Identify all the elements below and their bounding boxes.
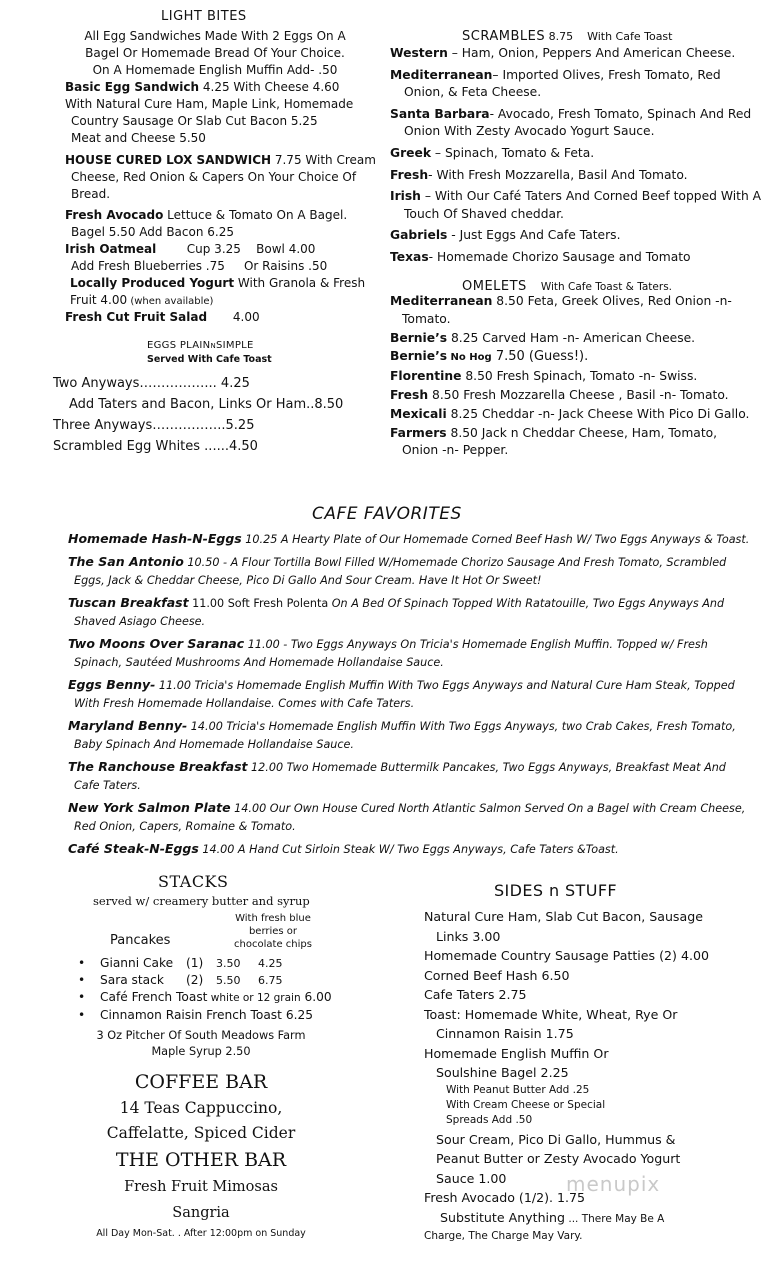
coffee-hours: All Day Mon-Sat. . After 12:00pm on Sunday xyxy=(96,1228,306,1239)
stack-item xyxy=(72,955,372,972)
basic-line: Country Sausage Or Slab Cut Bacon 5.25 xyxy=(71,114,318,128)
lox-line: Cheese, Red Onion & Capers On Your Choice Of xyxy=(71,170,357,184)
side-small: With Cream Cheese or Special xyxy=(446,1098,606,1111)
omelet-name: Bernie’s xyxy=(390,330,448,345)
fav-desc: With Fresh Homemade Hollandaise. Comes with Cafe Taters. xyxy=(74,697,415,710)
stack-item xyxy=(72,989,372,1007)
stack-item xyxy=(72,1007,372,1024)
side-line: Toast: Homemade White, Wheat, Rye Or xyxy=(424,1006,678,1022)
omelet-desc: 7.50 (Guess!). xyxy=(491,349,589,365)
substitute: Substitute Anything xyxy=(440,1209,566,1225)
coffee-bar xyxy=(62,1068,340,1242)
oatmeal-line: Add Fresh Blueberries .75 Or Raisins .50 xyxy=(71,259,328,273)
avocado-name: Fresh Avocado xyxy=(65,208,164,222)
side-line: Homemade English Muffin Or xyxy=(424,1045,609,1061)
fav-desc: Spinach, Sautéed Mushrooms And Homemade Hollandaise Sauce. xyxy=(74,656,444,669)
fav-plain: 11.00 Soft Fresh Polenta xyxy=(188,597,329,610)
fav-desc: 10.50 - A Flour Tortilla Bowl Filled W/Homemade Chorizo Sausage And Fresh Tomato, Scrambled xyxy=(183,556,727,569)
side-small: Spreads Add .50 xyxy=(446,1113,533,1126)
omelets-header xyxy=(462,275,672,294)
scramble-desc: - Just Eggs And Cafe Taters. xyxy=(447,228,621,243)
substitute-note: ... There May Be A xyxy=(565,1212,665,1225)
scramble-name: Western xyxy=(390,46,448,60)
scramble-name: Greek xyxy=(390,145,432,160)
fav-name: Homemade Hash-N-Eggs xyxy=(68,531,242,546)
omelet-desc: 8.50 Fresh Spinach, Tomato -n- Swiss. xyxy=(461,369,698,384)
omelet-desc: 8.50 Feta, Greek Olives, Red Onion -n- xyxy=(492,294,732,308)
scramble-desc: Touch Of Shaved cheddar. xyxy=(404,206,564,221)
fav-desc: Eggs, Jack & Cheddar Cheese, Pico Di Gallo And Sour Cream. Have It Hot Or Sweet! xyxy=(74,574,542,587)
fav-name: Tuscan Breakfast xyxy=(68,595,189,610)
eggs-item: Two Anyways……………... 4.25 xyxy=(53,376,250,391)
omelet-desc: 8.25 Cheddar -n- Jack Cheese With Pico Di Gallo. xyxy=(446,406,750,421)
omelet-desc: 8.25 Carved Ham -n- American Cheese. xyxy=(447,330,696,345)
fav-desc: 14.00 A Hand Cut Sirloin Steak W/ Two Eggs Anyways, Cafe Taters &Toast. xyxy=(198,843,619,856)
stack-qty: (2) xyxy=(186,973,204,987)
eggs-plain-a: EGGS PLAIN xyxy=(147,340,211,351)
oatmeal-price: Cup 3.25 Bowl 4.00 xyxy=(156,242,316,256)
fav-name: Maryland Benny- xyxy=(68,718,188,733)
stacks-list xyxy=(72,955,372,1024)
scrambles-list xyxy=(390,45,761,267)
omelet-name: Fresh xyxy=(390,387,429,402)
scramble-desc: – Spinach, Tomato & Feta. xyxy=(431,145,595,160)
irish-oatmeal xyxy=(65,241,327,275)
scramble-desc: Onion, & Feta Cheese. xyxy=(404,85,542,100)
fav-desc: 12.00 Two Homemade Buttermilk Pancakes, Two Eggs Anyways, Breakfast Meat And xyxy=(247,761,726,774)
omelet-name: Mexicali xyxy=(390,406,447,421)
fav-desc: Red Onion, Capers, Romaine & Tomato. xyxy=(74,820,296,833)
omelets-title: OMELETS xyxy=(462,279,527,294)
omelet-desc: 8.50 Jack n Cheddar Cheese, Ham, Tomato, xyxy=(446,425,718,440)
lox-price: 7.75 With Cream xyxy=(271,153,376,167)
stack-price-fruit: 4.25 xyxy=(258,957,283,970)
basic-price: 4.25 With Cheese 4.60 xyxy=(199,80,340,94)
side-line: Links 3.00 xyxy=(436,928,501,944)
intro-line: On A Homemade English Muffin Add- .50 xyxy=(92,63,338,77)
avocado-line: Bagel 5.50 Add Bacon 6.25 xyxy=(71,225,234,239)
side-line: Sauce 1.00 xyxy=(436,1170,507,1186)
scramble-desc: - Homemade Chorizo Sausage and Tomato xyxy=(428,249,691,264)
stacks-column-note xyxy=(232,912,314,951)
omelet-name: Farmers xyxy=(390,425,447,440)
french-toast-note: white or 12 grain xyxy=(207,992,301,1004)
side-line: Cinnamon Raisin 1.75 xyxy=(436,1026,574,1041)
fav-desc: 11.00 - Two Eggs Anyways On Tricia's Homemade English Muffin. Topped w/ Fresh xyxy=(244,638,708,651)
sides-title: SIDES n STUFF xyxy=(494,881,618,900)
lox-sandwich xyxy=(65,152,376,203)
omelet-name: Florentine xyxy=(390,369,462,384)
other-line: Sangria xyxy=(172,1205,230,1221)
scrambles-price: 8.75 xyxy=(545,30,574,43)
eggs-item: Add Taters and Bacon, Links Or Ham..8.50 xyxy=(69,397,344,412)
scramble-name: Irish xyxy=(390,189,421,204)
side-line: Natural Cure Ham, Slab Cut Bacon, Sausage xyxy=(424,909,703,924)
basic-name: Basic Egg Sandwich xyxy=(65,80,200,94)
scramble-name: Texas xyxy=(390,249,429,264)
lox-name: HOUSE CURED LOX SANDWICH xyxy=(65,153,272,167)
fresh-avocado xyxy=(65,207,347,241)
side-line: Cafe Taters 2.75 xyxy=(424,987,527,1002)
french-toast-name: Café French Toast xyxy=(100,990,208,1004)
stack-name: Sara stack xyxy=(100,973,164,987)
eggs-plain-n: N xyxy=(210,342,216,350)
stack-qty: (1) xyxy=(186,956,204,970)
stacks-title: STACKS xyxy=(158,872,229,891)
scramble-name: Mediterranean xyxy=(390,67,493,82)
omelets-note: With Cafe Toast & Taters. xyxy=(540,281,673,293)
side-avocado: Fresh Avocado (1/2). 1.75 xyxy=(424,1190,586,1205)
scramble-name: Gabriels xyxy=(390,228,448,243)
stack-price-plain: 5.50 xyxy=(216,974,241,987)
fav-desc: Cafe Taters. xyxy=(74,779,141,792)
scramble-desc: - With Fresh Mozzarella, Basil And Tomato. xyxy=(428,167,688,182)
scramble-desc: – Ham, Onion, Peppers And American Cheese. xyxy=(447,46,736,60)
french-toast-price: 6.00 xyxy=(300,990,332,1004)
fresh-fruit-salad xyxy=(65,309,260,326)
omelet-desc: 8.50 Fresh Mozzarella Cheese , Basil -n- Tomato. xyxy=(428,387,729,402)
fav-name: The San Antonio xyxy=(68,554,184,569)
scramble-desc: – Imported Olives, Fresh Tomato, Red xyxy=(492,67,721,82)
menupix-watermark: menupix xyxy=(566,1172,661,1196)
scramble-desc: - Avocado, Fresh Tomato, Spinach And Red xyxy=(489,106,752,121)
eggs-plain-list xyxy=(53,373,343,457)
syrup-line: Maple Syrup 2.50 xyxy=(151,1045,251,1058)
fav-desc: On A Bed Of Spinach Topped With Ratatouille, Two Eggs Anyways And xyxy=(328,597,725,610)
fruit-name: Fresh Cut Fruit Salad xyxy=(65,310,208,324)
scramble-desc: Onion With Zesty Avocado Yogurt Sauce. xyxy=(404,124,655,139)
omelet-desc: Onion -n- Pepper. xyxy=(402,443,509,458)
omelet-small: No Hog xyxy=(447,352,492,364)
scramble-name: Santa Barbara xyxy=(390,106,490,121)
col-note-line: chocolate chips xyxy=(234,939,312,950)
coffee-line: Caffelatte, Spiced Cider xyxy=(106,1124,296,1142)
eggs-item: Three Anyways……………..5.25 xyxy=(53,418,255,433)
side-line: Peanut Butter or Zesty Avocado Yogurt xyxy=(436,1151,681,1166)
fav-desc: 14.00 Tricia's Homemade English Muffin With Two Eggs Anyways, two Crab Cakes, Fresh Tomato, xyxy=(187,720,736,733)
side-small: With Peanut Butter Add .25 xyxy=(446,1083,590,1096)
fav-name: Eggs Benny- xyxy=(68,677,156,692)
col-note-line: berries or xyxy=(248,926,298,937)
stacks-subtitle: served w/ creamery butter and syrup xyxy=(93,894,310,908)
stack-price-plain: 3.50 xyxy=(216,957,241,970)
basic-line: With Natural Cure Ham, Maple Link, Homemade xyxy=(65,97,354,111)
omelet-name: Mediterranean xyxy=(390,294,493,308)
oatmeal-name: Irish Oatmeal xyxy=(65,242,157,256)
stack-name: Gianni Cake xyxy=(100,956,174,970)
cafe-favorites-list xyxy=(68,530,749,859)
fav-desc: 11.00 Tricia's Homemade English Muffin With Two Eggs Anyways and Natural Cure Ham Steak, Topped xyxy=(155,679,735,692)
light-bites-intro xyxy=(65,28,365,79)
yogurt-desc: With Granola & Fresh xyxy=(234,276,366,290)
intro-line: All Egg Sandwiches Made With 2 Eggs On A xyxy=(84,29,346,43)
basic-egg-sandwich xyxy=(65,79,353,147)
omelets-list xyxy=(390,293,749,460)
eggs-plain-subtitle: Served With Cafe Toast xyxy=(147,354,272,365)
scrambles-header xyxy=(462,25,672,44)
fav-name: New York Salmon Plate xyxy=(68,800,231,815)
intro-line: Bagel Or Homemade Bread Of Your Choice. xyxy=(85,46,345,60)
side-line: Sour Cream, Pico Di Gallo, Hummus & xyxy=(436,1131,676,1147)
scrambles-note: With Cafe Toast xyxy=(587,30,673,43)
fav-desc: 10.25 A Hearty Plate of Our Homemade Corned Beef Hash W/ Two Eggs Anyways & Toast. xyxy=(241,533,750,546)
eggs-item: Scrambled Egg Whites ......4.50 xyxy=(53,439,258,454)
fav-name: The Ranchouse Breakfast xyxy=(68,759,248,774)
fav-name: Two Moons Over Saranac xyxy=(68,636,245,651)
eggs-plain-b: SIMPLE xyxy=(216,340,254,351)
omelet-desc: Tomato. xyxy=(402,311,451,326)
other-bar-title: THE OTHER BAR xyxy=(115,1149,287,1171)
other-line: Fresh Fruit Mimosas xyxy=(124,1179,278,1195)
col-note-line: With fresh blue xyxy=(235,913,311,924)
lox-line: Bread. xyxy=(71,187,111,201)
basic-line: Meat and Cheese 5.50 xyxy=(71,131,206,145)
avocado-desc: Lettuce & Tomato On A Bagel. xyxy=(163,208,348,222)
coffee-line: 14 Teas Cappuccino, xyxy=(119,1099,283,1117)
fav-desc: Baby Spinach And Homemade Hollandaise Sauce. xyxy=(74,738,354,751)
yogurt-line: Fruit 4.00 xyxy=(70,293,128,307)
fav-name: Café Steak-N-Eggs xyxy=(68,841,199,856)
light-bites-title: LIGHT BITES xyxy=(161,9,247,24)
substitute-note-2: Charge, The Charge May Vary. xyxy=(424,1230,583,1242)
fav-desc: 14.00 Our Own House Cured North Atlantic Salmon Served On a Bagel with Cream Cheese, xyxy=(230,802,746,815)
side-line: Corned Beef Hash 6.50 xyxy=(424,967,570,983)
syrup-line: 3 Oz Pitcher Of South Meadows Farm xyxy=(96,1029,306,1042)
scramble-name: Fresh xyxy=(390,167,429,182)
fruit-price: 4.00 xyxy=(232,310,260,324)
pancakes-label: Pancakes xyxy=(110,933,171,948)
side-line: Homemade Country Sausage Patties (2) 4.00 xyxy=(424,948,709,963)
coffee-bar-title: COFFEE BAR xyxy=(134,1071,268,1093)
cinnamon-toast: Cinnamon Raisin French Toast 6.25 xyxy=(100,1008,313,1022)
stack-item xyxy=(72,972,372,989)
scramble-desc: – With Our Café Taters And Corned Beef topped With A xyxy=(420,189,762,204)
cafe-favorites-title: CAFE FAVORITES xyxy=(312,504,462,524)
eggs-plain-title xyxy=(147,340,254,351)
yogurt-name: Locally Produced Yogurt xyxy=(70,276,235,290)
side-line: Soulshine Bagel 2.25 xyxy=(436,1065,569,1080)
stack-price-fruit: 6.75 xyxy=(258,974,283,987)
yogurt-note: (when available) xyxy=(127,296,214,307)
scrambles-title: SCRAMBLES xyxy=(462,29,546,44)
omelet-name: Bernie’s xyxy=(390,349,448,364)
fav-desc: Shaved Asiago Cheese. xyxy=(74,615,206,628)
local-yogurt xyxy=(70,275,365,310)
syrup-note xyxy=(72,1028,330,1060)
